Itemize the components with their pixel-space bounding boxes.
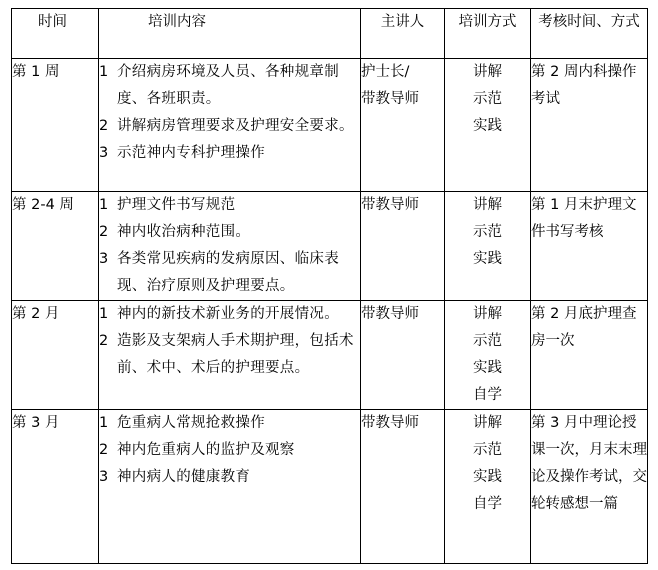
row-time: 第 2 月 [12,301,99,410]
row-time: 第 3 月 [12,410,99,564]
item-number: 2 [99,442,109,458]
content-item [99,328,360,382]
row-time: 第 1 周 [12,59,99,192]
training-plan-table [11,8,648,564]
table-row [12,192,648,301]
mode-item: 实践 [473,360,502,376]
mode-item: 实践 [473,469,502,485]
header-content: 培训内容 [99,9,361,59]
content-item [99,192,360,219]
item-text: 护理文件书写规范 [117,197,236,213]
mode-item: 讲解 [473,197,502,213]
mode-item: 示范 [473,91,502,107]
item-number: 2 [99,118,109,134]
row-exam: 第 2 月底护理查房一次 [531,301,648,410]
content-item [99,246,360,300]
speaker-line: 带教导师 [361,197,419,213]
mode-item: 示范 [473,333,502,349]
item-number: 1 [99,306,109,322]
content-item [99,437,360,464]
table-header-row [12,9,648,59]
table-row [12,301,648,410]
item-text: 神内危重病人的监护及观察 [117,442,295,458]
header-mode: 培训方式 [445,9,531,59]
row-exam: 第 3 月中理论授课一次，月末末理论及操作考试，交轮转感想一篇 [531,410,648,564]
content-item [99,113,360,140]
header-speaker: 主讲人 [361,9,445,59]
item-text: 造影及支架病人手术期护理，包括术前、术中、术后的护理要点。 [117,333,354,376]
content-item [99,464,360,491]
row-speaker [361,301,445,410]
item-text: 神内的新技术新业务的开展情况。 [117,306,339,322]
row-mode [445,59,531,192]
item-number: 2 [99,224,109,240]
mode-item: 示范 [473,224,502,240]
item-number: 1 [99,64,109,80]
mode-item: 自学 [473,387,502,403]
row-exam: 第 1 月末护理文件书写考核 [531,192,648,301]
mode-item: 讲解 [473,415,502,431]
item-text: 神内病人的健康教育 [117,469,251,485]
item-number: 3 [99,251,109,267]
item-number: 2 [99,333,109,349]
speaker-line: 带教导师 [361,306,419,322]
item-text: 危重病人常规抢救操作 [117,415,265,431]
content-item [99,410,360,437]
item-text: 各类常见疾病的发病原因、临床表现、治疗原则及护理要点。 [117,251,339,294]
mode-item: 讲解 [473,306,502,322]
row-exam: 第 2 周内科操作考试 [531,59,648,192]
row-content [99,192,361,301]
row-speaker [361,410,445,564]
item-number: 1 [99,415,109,431]
row-content [99,59,361,192]
mode-item: 实践 [473,251,502,267]
content-item [99,140,360,167]
content-item [99,301,360,328]
row-mode [445,192,531,301]
item-number: 3 [99,145,109,161]
mode-item: 讲解 [473,64,502,80]
row-content [99,301,361,410]
content-item [99,59,360,113]
row-time: 第 2-4 周 [12,192,99,301]
row-speaker [361,59,445,192]
mode-item: 示范 [473,442,502,458]
mode-item: 自学 [473,496,502,512]
item-text: 介绍病房环境及人员、各种规章制度、各班职责。 [117,64,339,107]
table-row [12,410,648,564]
speaker-line: 带教导师 [361,91,419,107]
row-mode [445,301,531,410]
header-exam: 考核时间、方式 [531,9,648,59]
mode-item: 实践 [473,118,502,134]
content-item [99,219,360,246]
row-content [99,410,361,564]
item-text: 讲解病房管理要求及护理安全要求。 [117,118,354,134]
table-row [12,59,648,192]
item-text: 示范神内专科护理操作 [117,145,265,161]
item-number: 3 [99,469,109,485]
item-number: 1 [99,197,109,213]
row-mode [445,410,531,564]
speaker-line: 护士长/ [361,64,410,80]
item-text: 神内收治病种范围。 [117,224,251,240]
speaker-line: 带教导师 [361,415,419,431]
row-speaker [361,192,445,301]
header-time: 时间 [12,9,99,59]
